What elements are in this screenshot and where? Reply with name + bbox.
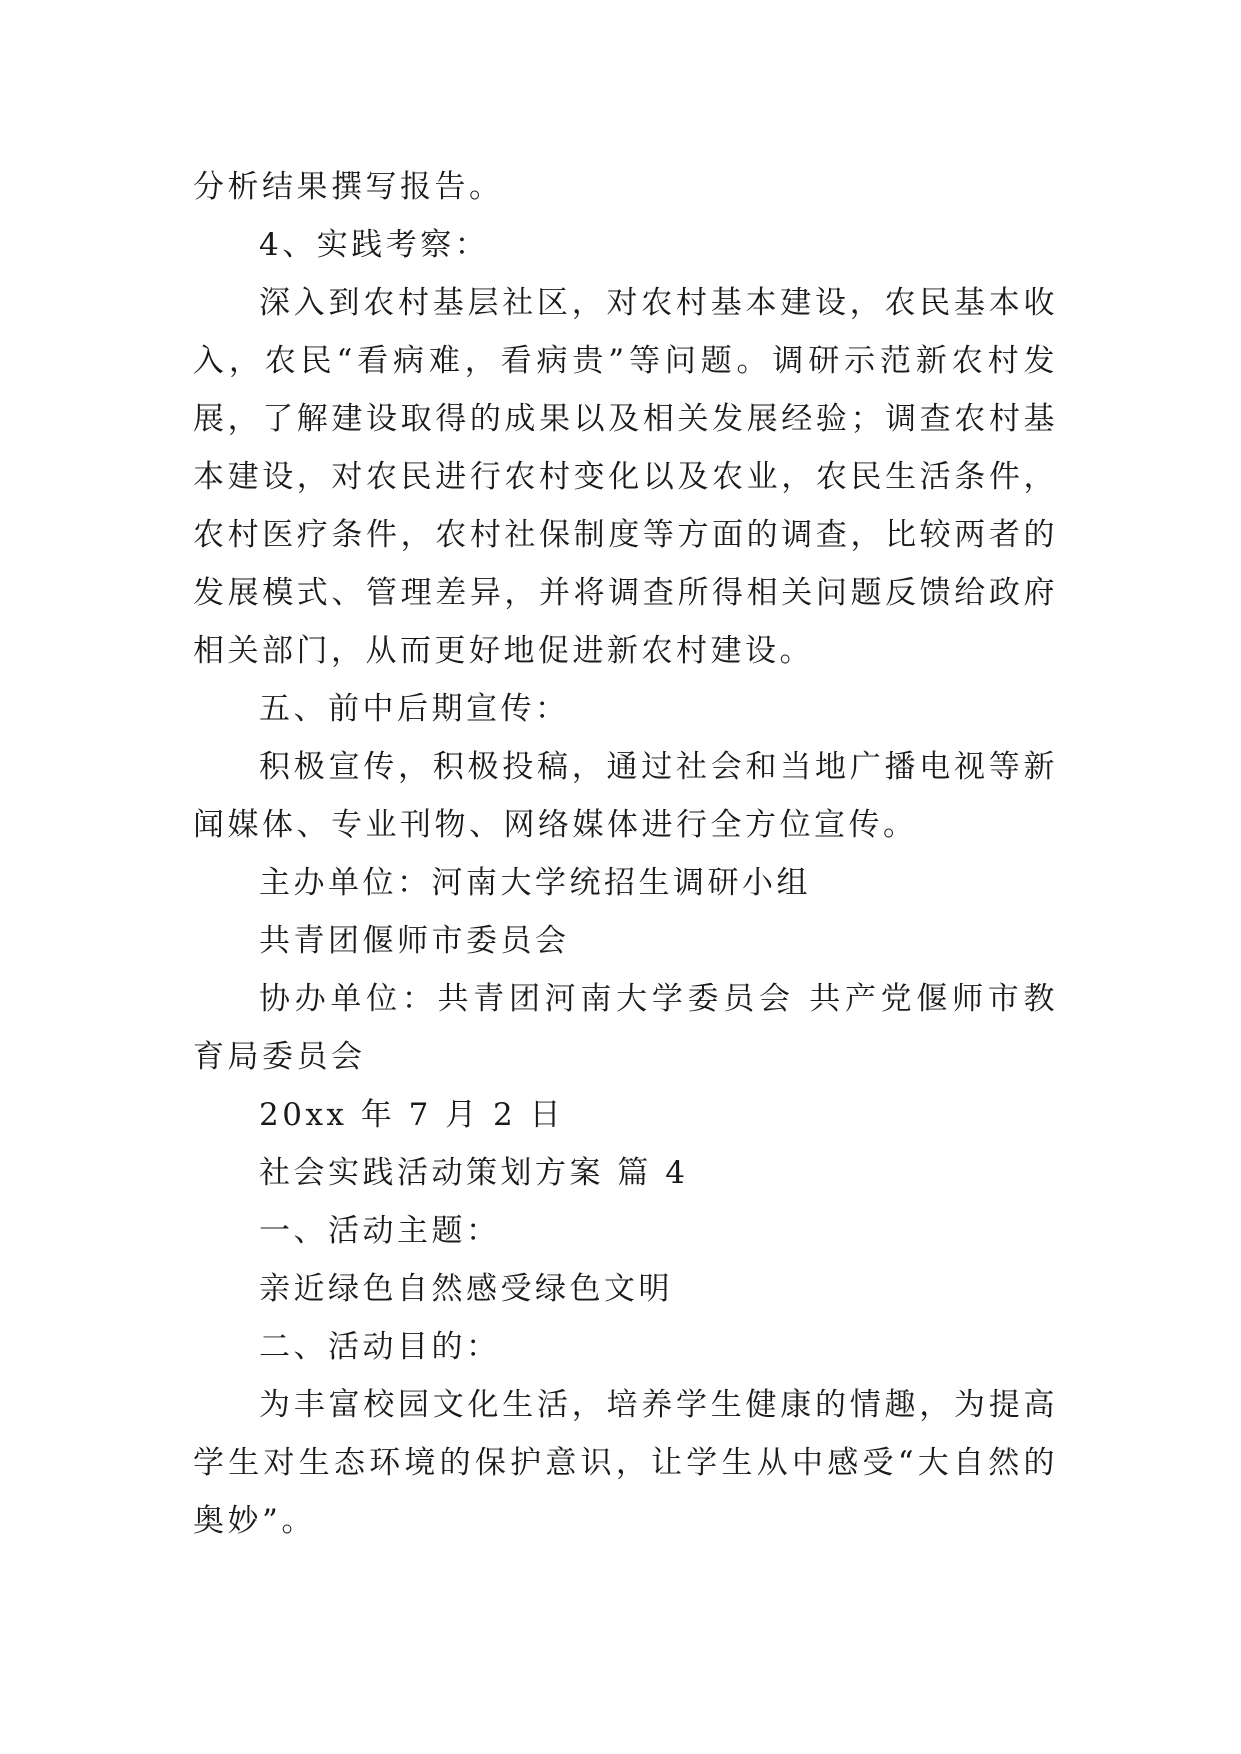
paragraph: 4、实践考察： bbox=[259, 227, 490, 263]
document-body bbox=[193, 158, 1058, 1550]
paragraph: 协办单位：共青团河南大学委员会 共产党偃师市教育局委员会 bbox=[193, 981, 1058, 1075]
heading: 一、活动主题： bbox=[259, 1213, 501, 1249]
paragraph: 共青团偃师市委员会 bbox=[259, 923, 570, 959]
date-line: 20xx 年 7 月 2 日 bbox=[259, 1097, 565, 1133]
paragraph: 主办单位：河南大学统招生调研小组 bbox=[259, 865, 811, 901]
paragraph: 分析结果撰写报告。 bbox=[193, 169, 504, 205]
paragraph: 积极宣传，积极投稿，通过社会和当地广播电视等新闻媒体、专业刊物、网络媒体进行全方位宣传。 bbox=[193, 749, 1058, 843]
heading: 二、活动目的： bbox=[259, 1329, 501, 1365]
paragraph: 五、前中后期宣传： bbox=[259, 691, 570, 727]
paragraph: 亲近绿色自然感受绿色文明 bbox=[259, 1271, 673, 1307]
paragraph: 为丰富校园文化生活，培养学生健康的情趣，为提高学生对生态环境的保护意识，让学生从中感受“大自然的奥妙”。 bbox=[193, 1387, 1058, 1539]
section-title: 社会实践活动策划方案 篇 4 bbox=[259, 1155, 689, 1191]
paragraph: 深入到农村基层社区，对农村基本建设，农民基本收入，农民“看病难，看病贵”等问题。调研示范新农村发展，了解建设取得的成果以及相关发展经验；调查农村基本建设，对农民进行农村变化以及农业，农民生活条件，农村医疗条件，农村社保制度等方面的调查，比较两者的发展模式、管理差异，并将调查所得相关问题反馈给政府相关部门，从而更好地促进新农村建设。 bbox=[193, 285, 1058, 669]
